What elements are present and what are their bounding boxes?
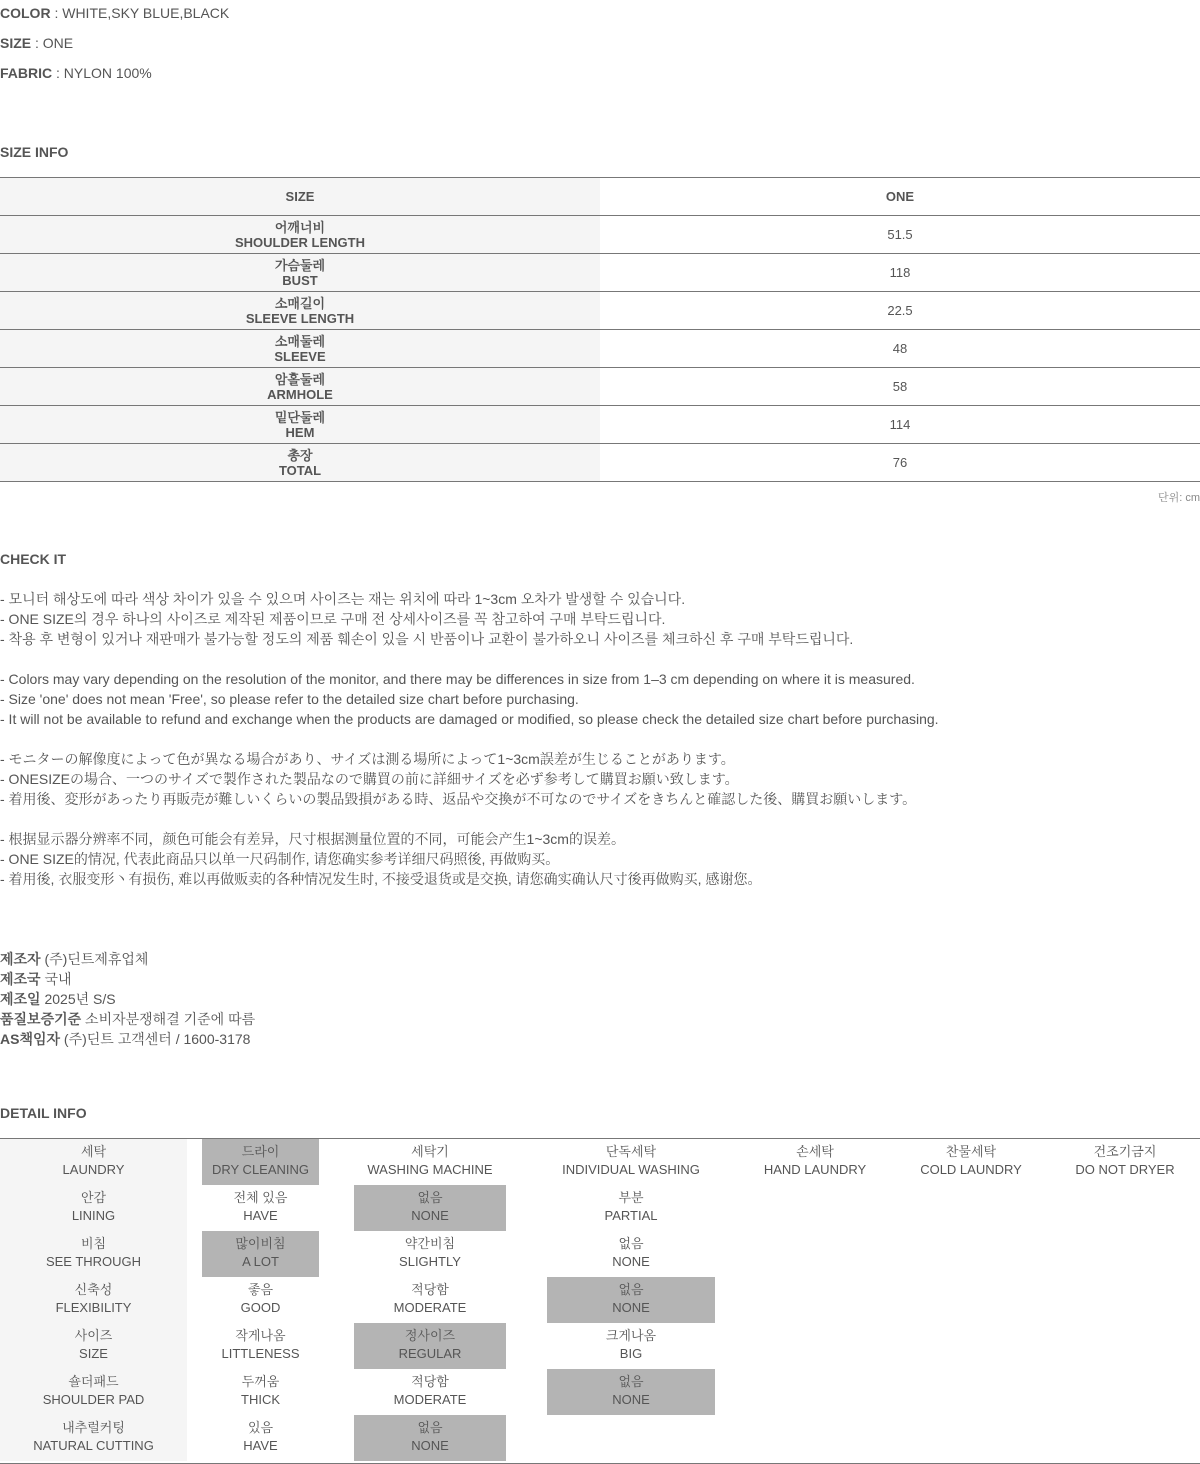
row-value: 58 <box>600 368 1200 406</box>
table-row <box>0 292 1200 330</box>
detail-label-en: THICK <box>241 1392 280 1407</box>
spec-label: SIZE <box>0 35 32 51</box>
detail-label-ko: 없음 <box>417 1420 443 1435</box>
row-value: 22.5 <box>600 292 1200 330</box>
detail-label-en: LINING <box>71 1208 116 1223</box>
detail-option <box>202 1369 319 1415</box>
notes-chinese <box>0 829 1200 889</box>
detail-label-en: A LOT <box>242 1254 279 1269</box>
detail-option-selected <box>202 1231 319 1277</box>
detail-label-ko: 건조기금지 <box>1093 1144 1157 1159</box>
row-label-ko: 어깨너비 <box>274 219 326 235</box>
manufacturer-line <box>0 1029 255 1049</box>
detail-label-ko: 없음 <box>618 1282 644 1297</box>
size-info-title: SIZE INFO <box>0 144 69 160</box>
detail-label-en: SLIGHTLY <box>399 1254 461 1269</box>
table-row <box>0 330 1200 368</box>
table-row <box>0 406 1200 444</box>
row-label-en: SLEEVE LENGTH <box>245 310 355 326</box>
manufacturer-line <box>0 1009 255 1029</box>
row-label-en: BUST <box>282 272 318 288</box>
row-label <box>0 406 600 444</box>
manufacturer-line <box>0 949 255 969</box>
detail-option <box>354 1369 506 1415</box>
detail-info-grid <box>0 1138 1200 1464</box>
detail-label-ko: 비침 <box>80 1236 107 1251</box>
row-label-ko: 밑단둘레 <box>274 409 326 425</box>
table-row <box>0 368 1200 406</box>
detail-option <box>354 1231 506 1277</box>
detail-row-label <box>0 1369 187 1415</box>
detail-label-ko: 약간비침 <box>404 1236 456 1251</box>
detail-label-en: FLEXIBILITY <box>55 1300 132 1315</box>
detail-row-label <box>0 1139 187 1185</box>
note-line: - ONESIZEの場合、一つのサイズで製作された製品なので購買の前に詳細サイズを必ず参考して購買お願い致します。 <box>0 771 739 787</box>
detail-label-en: NONE <box>612 1392 650 1407</box>
detail-label-en: LAUNDRY <box>62 1162 125 1177</box>
note-line: - 着用後、変形があったり再販売が難しいくらいの製品毀損がある時、返品や交換が不可なのでサイズをきちんと確認した後、購買お願いします。 <box>0 791 917 807</box>
detail-option-selected <box>547 1369 715 1415</box>
detail-option <box>202 1415 319 1461</box>
detail-label-ko: 적당함 <box>411 1282 449 1297</box>
mfr-label: 제조일 <box>0 991 41 1007</box>
detail-label-ko: 적당함 <box>411 1374 449 1389</box>
note-line: - ONE SIZE的情况, 代表此商品只以单一尺码制作, 请您确实参考详细尺码照後, 再做购买。 <box>0 851 560 867</box>
mfr-label: 제조국 <box>0 971 41 987</box>
detail-label-en: MODERATE <box>393 1300 467 1315</box>
table-row <box>0 216 1200 254</box>
detail-option <box>1050 1139 1200 1185</box>
detail-label-ko: 전체 있음 <box>233 1190 288 1205</box>
detail-option <box>354 1277 506 1323</box>
spec-value: : NYLON 100% <box>56 65 152 81</box>
detail-option <box>354 1139 506 1185</box>
detail-label-en: SIZE <box>79 1346 108 1361</box>
detail-label-en: HAND LAUNDRY <box>763 1162 867 1177</box>
row-label <box>0 216 600 254</box>
detail-label-ko: 정사이즈 <box>404 1328 456 1343</box>
note-line: - Size 'one' does not mean 'Free', so please refer to the detailed size chart before purchasing. <box>0 691 579 707</box>
detail-label-ko: 두꺼움 <box>241 1374 280 1389</box>
row-label-ko: 소매둘레 <box>274 333 326 349</box>
detail-label-ko: 작게나옴 <box>235 1328 286 1343</box>
note-line: - Colors may vary depending on the resolution of the monitor, and there may be differences in size from 1–3 cm depending on where it is measured. <box>0 671 915 687</box>
detail-option <box>740 1139 890 1185</box>
mfr-value: (주)딘트제휴업체 <box>44 951 149 967</box>
detail-option-selected <box>202 1139 319 1185</box>
detail-option-selected <box>354 1185 506 1231</box>
manufacturer-line <box>0 969 255 989</box>
manufacturer-line <box>0 989 255 1009</box>
note-line: - 착용 후 변형이 있거나 재판매가 불가능할 정도의 제품 훼손이 있을 시 반품이나 교환이 불가하오니 사이즈를 체크하신 후 구매 부탁드립니다. <box>0 631 854 647</box>
detail-label-en: HAVE <box>243 1438 278 1453</box>
detail-label-ko: 세탁기 <box>411 1144 449 1159</box>
row-label <box>0 330 600 368</box>
detail-option <box>202 1185 319 1231</box>
notes-english <box>0 669 1200 729</box>
row-label <box>0 292 600 330</box>
detail-label-ko: 내추럴커팅 <box>62 1420 125 1435</box>
detail-label-en: REGULAR <box>398 1346 462 1361</box>
row-value: 76 <box>600 444 1200 482</box>
spec-color <box>0 5 229 21</box>
detail-option <box>547 1231 715 1277</box>
detail-row-label <box>0 1277 187 1323</box>
size-header-label: SIZE <box>0 178 600 216</box>
row-label-en: SHOULDER LENGTH <box>235 234 365 250</box>
detail-row-label <box>0 1185 187 1231</box>
detail-option-selected <box>354 1323 506 1369</box>
detail-label-ko: 신축성 <box>74 1282 113 1297</box>
detail-option <box>202 1277 319 1323</box>
row-value: 51.5 <box>600 216 1200 254</box>
detail-label-en: NONE <box>411 1208 449 1223</box>
row-label-ko: 가슴둘레 <box>274 257 326 273</box>
note-line: - ONE SIZE의 경우 하나의 사이즈로 제작된 제품이므로 구매 전 상세사이즈를 꼭 참고하여 구매 부탁드립니다. <box>0 611 666 627</box>
detail-label-en: SHOULDER PAD <box>42 1392 145 1407</box>
mfr-value: 소비자분쟁해결 기준에 따름 <box>85 1011 256 1027</box>
detail-label-en: NATURAL CUTTING <box>33 1438 154 1453</box>
detail-label-en: MODERATE <box>393 1392 467 1407</box>
note-line: - It will not be available to refund and exchange when the products are damaged or modified, so please check the detailed size chart before purchasing. <box>0 711 939 727</box>
note-line: - モニターの解像度によって色が異なる場合があり、サイズは測る場所によって1~3cm誤差が生じることがあります。 <box>0 751 735 767</box>
row-label-ko: 소매길이 <box>274 295 326 311</box>
detail-label-ko: 좋음 <box>247 1282 274 1297</box>
mfr-value: 국내 <box>44 971 72 987</box>
row-label <box>0 368 600 406</box>
spec-size <box>0 35 73 51</box>
row-label <box>0 254 600 292</box>
row-label-ko: 총장 <box>287 447 313 463</box>
table-row <box>0 444 1200 482</box>
detail-label-ko: 단독세탁 <box>605 1144 657 1159</box>
row-label <box>0 444 600 482</box>
detail-label-ko: 부분 <box>618 1190 644 1205</box>
detail-label-en: GOOD <box>240 1300 281 1315</box>
row-label-en: HEM <box>285 424 315 440</box>
mfr-value: 2025년 S/S <box>44 991 116 1007</box>
detail-option <box>547 1323 715 1369</box>
notes-japanese <box>0 749 1200 809</box>
detail-label-en: PARTIAL <box>604 1208 658 1223</box>
size-header-value: ONE <box>600 178 1200 216</box>
detail-label-en: NONE <box>612 1300 650 1315</box>
table-row <box>0 254 1200 292</box>
row-label-en: TOTAL <box>278 462 322 478</box>
detail-label-en: HAVE <box>243 1208 278 1223</box>
detail-label-ko: 안감 <box>80 1190 107 1205</box>
detail-label-ko: 없음 <box>618 1374 644 1389</box>
detail-row-label <box>0 1231 187 1277</box>
row-value: 114 <box>600 406 1200 444</box>
detail-row-label <box>0 1415 187 1461</box>
detail-label-ko: 숄더패드 <box>68 1374 119 1389</box>
row-value: 48 <box>600 330 1200 368</box>
row-label-en: ARMHOLE <box>267 386 333 402</box>
detail-label-ko: 크게나옴 <box>605 1328 657 1343</box>
detail-label-ko: 있음 <box>247 1420 274 1435</box>
table-header-row <box>0 178 1200 216</box>
spec-value: : ONE <box>35 35 74 51</box>
mfr-label: 품질보증기준 <box>0 1011 82 1027</box>
mfr-label: AS책임자 <box>0 1031 61 1047</box>
unit-note: 단위: cm <box>1157 492 1200 504</box>
mfr-value: (주)딘트 고객센터 / 1600-3178 <box>63 1031 251 1047</box>
detail-label-ko: 많이비침 <box>235 1236 286 1251</box>
detail-label-en: BIG <box>619 1346 643 1361</box>
row-label-en: SLEEVE <box>274 348 326 364</box>
detail-info-title: DETAIL INFO <box>0 1105 87 1121</box>
detail-label-ko: 손세탁 <box>796 1144 834 1159</box>
size-table <box>0 177 1200 482</box>
detail-option-selected <box>547 1277 715 1323</box>
detail-label-en: DO NOT DRYER <box>1075 1162 1175 1177</box>
detail-label-ko: 없음 <box>618 1236 644 1251</box>
detail-label-ko: 찬물세탁 <box>945 1144 997 1159</box>
detail-row-label <box>0 1323 187 1369</box>
detail-label-en: WASHING MACHINE <box>367 1162 493 1177</box>
detail-option-selected <box>354 1415 506 1461</box>
detail-option <box>202 1323 319 1369</box>
detail-label-en: LITTLENESS <box>221 1346 300 1361</box>
spec-value: : WHITE,SKY BLUE,BLACK <box>54 5 230 21</box>
spec-label: FABRIC <box>0 65 53 81</box>
detail-label-en: DRY CLEANING <box>211 1162 310 1177</box>
spec-label: COLOR <box>0 5 51 21</box>
detail-label-ko: 사이즈 <box>74 1328 113 1343</box>
mfr-label: 제조자 <box>0 951 41 967</box>
row-value: 118 <box>600 254 1200 292</box>
detail-label-en: COLD LAUNDRY <box>920 1162 1022 1177</box>
detail-option <box>905 1139 1037 1185</box>
note-line: - 着用後, 衣服变形丶有损伤, 难以再做贩卖的各种情况发生时, 不接受退货或是交换, 请您确实确认尺寸後再做购买, 感谢您。 <box>0 871 762 887</box>
notes-korean <box>0 589 1200 649</box>
row-label-ko: 암홀둘레 <box>274 371 326 387</box>
detail-option <box>547 1139 715 1185</box>
detail-label-en: NONE <box>612 1254 650 1269</box>
detail-label-en: NONE <box>411 1438 449 1453</box>
note-line: - 모니터 해상도에 따라 색상 차이가 있을 수 있으며 사이즈는 재는 위치에 따라 1~3cm 오차가 발생할 수 있습니다. <box>0 591 686 607</box>
manufacturer-info <box>0 949 255 1049</box>
check-it-title: CHECK IT <box>0 551 67 567</box>
note-line: - 根据显示器分辨率不同，颜色可能会有差异，尺寸根据测量位置的不同，可能会产生1~3cm的误差。 <box>0 831 625 847</box>
spec-fabric <box>0 65 152 81</box>
detail-option <box>547 1185 715 1231</box>
detail-label-ko: 세탁 <box>80 1144 107 1159</box>
detail-label-en: INDIVIDUAL WASHING <box>562 1162 700 1177</box>
detail-label-ko: 드라이 <box>241 1144 280 1159</box>
detail-label-ko: 없음 <box>417 1190 443 1205</box>
detail-label-en: SEE THROUGH <box>45 1254 142 1269</box>
